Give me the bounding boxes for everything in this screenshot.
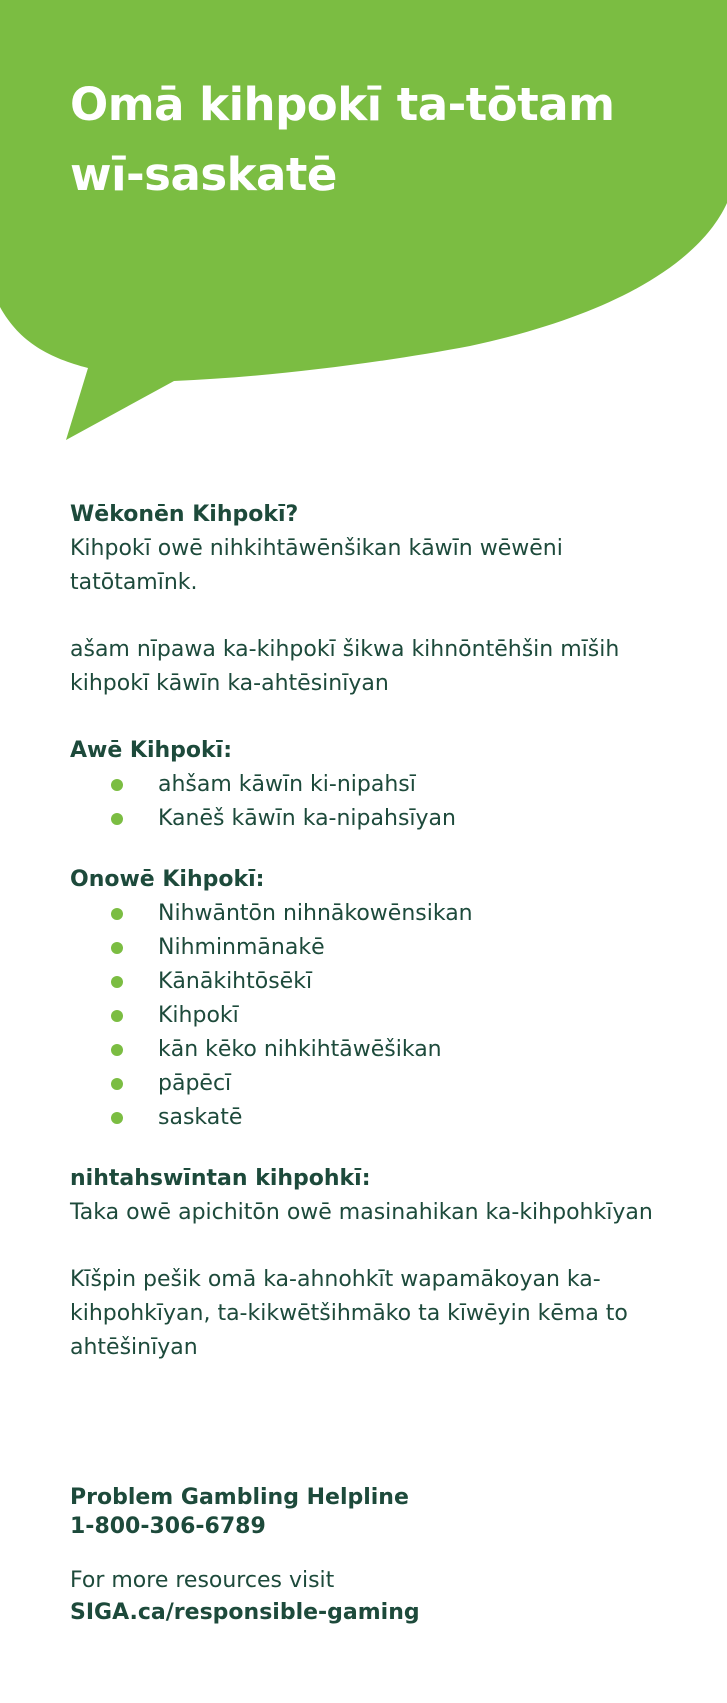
title-line-2: wī-saskatē xyxy=(70,148,337,201)
onowe-heading: Onowē Kihpokī: xyxy=(70,867,265,892)
awe-list xyxy=(70,768,670,836)
onowe-list xyxy=(70,897,670,1135)
awe-heading: Awē Kihpokī: xyxy=(70,738,233,763)
footer xyxy=(70,1483,670,1627)
list-item: Kānākihtōsēkī xyxy=(70,965,670,999)
list-item: Nihwāntōn nihnākowēnsikan xyxy=(70,897,670,931)
what-text-2: ašam nīpawa ka-kihpokī šikwa kihnōntēhšin mīših kihpokī kāwīn ka-ahtēsinīyan xyxy=(70,637,620,696)
list-item: kān kēko nihkihtāwēšikan xyxy=(70,1033,670,1067)
help-heading: nihtahswīntan kihpohkī: xyxy=(70,1166,371,1191)
resources-link[interactable]: SIGA.ca/responsible-gaming xyxy=(70,1600,420,1625)
list-item: ahšam kāwīn ki-nipahsī xyxy=(70,768,670,802)
speech-bubble-shape xyxy=(0,0,727,445)
resources-text: For more resources visit xyxy=(70,1568,335,1593)
help-text: Taka owē apichitōn owē masinahikan ka-kihpohkīyan xyxy=(70,1200,653,1225)
list-item: Kanēš kāwīn ka-nipahsīyan xyxy=(70,802,670,836)
bullet-dot-icon xyxy=(111,1112,123,1124)
list-item: saskatē xyxy=(70,1101,670,1135)
what-text: Kihpokī owē nihkihtāwēnšikan kāwīn wēwēni tatōtamīnk. xyxy=(70,536,563,595)
title-line-1: Omā kihpokī ta-tōtam xyxy=(70,78,615,131)
bullet-dot-icon xyxy=(111,779,123,791)
helpline-number: 1-800-306-6789 xyxy=(70,1514,266,1539)
list-item: Kihpokī xyxy=(70,999,670,1033)
list-item: Nihminmānakē xyxy=(70,931,670,965)
help-text-2: Kīšpin pešik omā ka-ahnohkīt wapamākoyan ka-kihpohkīyan, ta-kikwētšihmāko ta kīwēyin kēma to ahtēšinīyan xyxy=(70,1267,628,1360)
main-content xyxy=(70,498,670,1365)
list-item: pāpēcī xyxy=(70,1067,670,1101)
bullet-dot-icon xyxy=(111,1044,123,1056)
what-heading: Wēkonēn Kihpokī? xyxy=(70,502,299,527)
bullet-dot-icon xyxy=(111,976,123,988)
helpline-title: Problem Gambling Helpline xyxy=(70,1485,409,1510)
bullet-dot-icon xyxy=(111,908,123,920)
page-title xyxy=(70,70,690,210)
bullet-dot-icon xyxy=(111,1010,123,1022)
bullet-dot-icon xyxy=(111,942,123,954)
bullet-dot-icon xyxy=(111,1078,123,1090)
bullet-dot-icon xyxy=(111,813,123,825)
